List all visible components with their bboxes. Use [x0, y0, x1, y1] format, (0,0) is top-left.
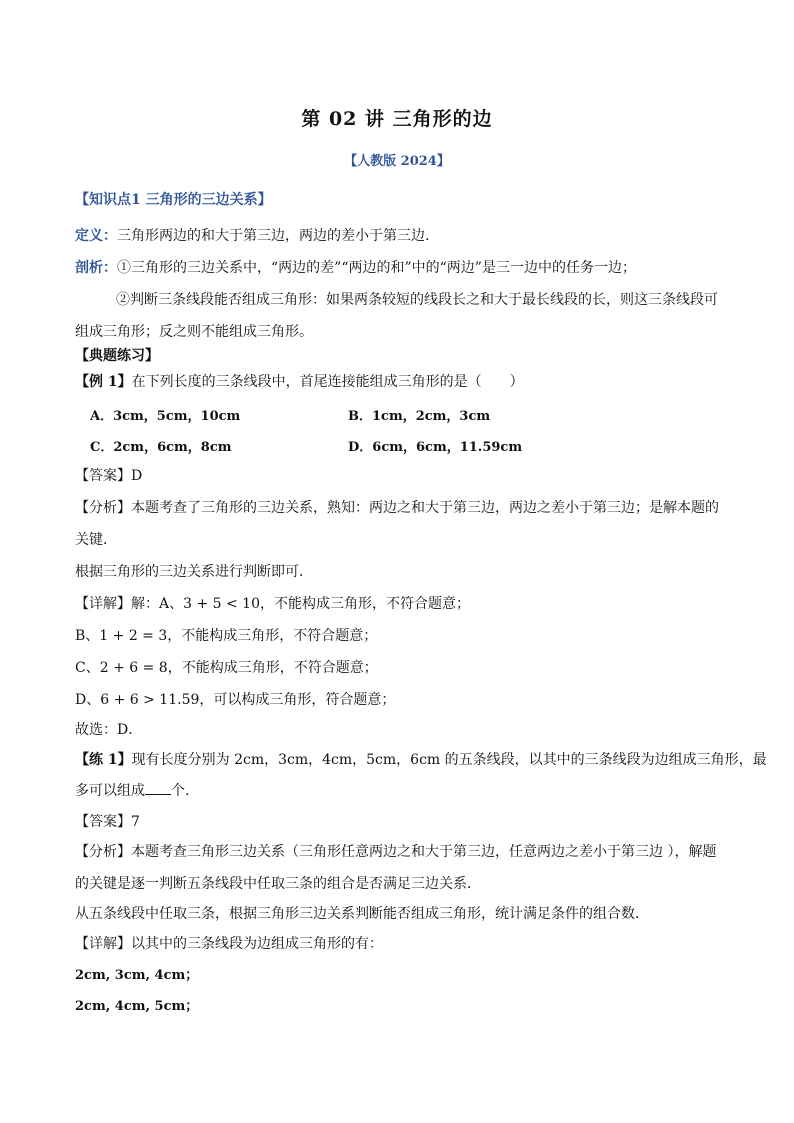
exercise1-answer: 【答案】7: [75, 814, 140, 830]
exercise1-label: 【练 1】: [75, 752, 132, 768]
example1-question-line: [75, 372, 524, 392]
exercise1-analysis-line-a: [75, 842, 716, 862]
analysis-text-1: ①三角形的三边关系中，“两边的差”“两边的和”中的“两边”是三一边中的任务一边；: [117, 260, 636, 276]
definition-text: 三角形两边的和大于第三边，两边的差小于第三边.: [117, 228, 430, 244]
exercise1-detail-label: 【详解】: [75, 936, 131, 952]
example1-detail-5: 故选：D．: [75, 722, 143, 738]
analysis-label: 剖析：: [75, 260, 117, 276]
example1-detail-3: C、2 + 6 = 8，不能构成三角形，不符合题意；: [75, 660, 378, 676]
analysis-line-1: [75, 258, 636, 278]
exercise1-detail-line-intro: [75, 934, 383, 954]
example1-detail-2: B、1 + 2 = 3，不能构成三角形，不符合题意；: [75, 628, 378, 644]
exercise1-analysis-c: 从五条线段中任取三条，根据三角形三边关系判断能否组成三角形，统计满足条件的组合数．: [75, 906, 649, 922]
example1-analysis-b: 关键．: [75, 532, 117, 548]
knowledge-heading: 【知识点1 三角形的三边关系】: [75, 192, 272, 208]
exercise1-question-b2: 个．: [171, 783, 199, 799]
exercise1-question-b1: 多可以组成: [75, 783, 145, 799]
example1-analysis-label: 【分析】: [75, 500, 131, 516]
exercise1-detail-intro: 以其中的三条线段为边组成三角形的有：: [131, 936, 383, 952]
example1-label: 【例 1】: [75, 374, 132, 390]
example1-analysis-a: 本题考查了三角形的三边关系，熟知：两边之和大于第三边，两边之差小于第三边；是解本题的: [131, 500, 719, 516]
exercise1-analysis-label: 【分析】: [75, 844, 131, 860]
exercise1-question-line-a: [75, 750, 767, 770]
option-a: A．3cm，5cm，10cm: [90, 409, 241, 424]
example1-question-end: ）: [509, 374, 524, 390]
page-title: 第 02 讲 三角形的边: [301, 108, 493, 130]
example1-answer: 【答案】D: [75, 468, 143, 484]
option-c: C．2cm，6cm，8cm: [90, 440, 232, 455]
option-b: B．1cm，2cm，3cm: [348, 409, 491, 424]
example1-question: 在下列长度的三条线段中，首尾连接能组成三角形的是（: [131, 374, 482, 390]
practice-heading: 【典题练习】: [75, 348, 159, 364]
exercise1-analysis-a: 本题考查三角形三边关系（三角形任意两边之和大于第三边，任意两边之差小于第三边 ），解题: [131, 844, 717, 860]
example1-detail-label: 【详解】: [75, 596, 131, 612]
exercise1-detail-2: 2cm, 4cm, 5cm；: [75, 999, 199, 1014]
exercise1-analysis-b: 的关键是逐一判断五条线段中任取三条的组合是否满足三边关系．: [75, 876, 481, 892]
exercise1-detail-1: 2cm, 3cm, 4cm；: [75, 968, 199, 983]
exercise1-question-a: 现有长度分别为 2cm，3cm，4cm，5cm，6cm 的五条线段，以其中的三条线段为边组成三角形，最: [131, 752, 767, 768]
example1-analysis-c: 根据三角形的三边关系进行判断即可．: [75, 564, 313, 580]
edition-subtitle: 【人教版 2024】: [344, 154, 450, 169]
option-d: D．6cm，6cm，11.59cm: [348, 440, 523, 455]
example1-detail-line-1: [75, 594, 470, 614]
analysis-text-2b: 组成三角形；反之则不能组成三角形。: [75, 324, 313, 340]
definition-line: [75, 226, 429, 246]
example1-detail-1: 解：A、3 + 5 < 10，不能构成三角形，不符合题意；: [131, 596, 470, 612]
analysis-text-2a: ②判断三条线段能否组成三角形：如果两条较短的线段长之和大于最长线段的长，则这三条线段可: [116, 292, 718, 308]
answer-blank: [145, 780, 171, 795]
definition-label: 定义：: [75, 228, 117, 244]
example1-detail-4: D、6 + 6 > 11.59，可以构成三角形，符合题意；: [75, 692, 396, 708]
example1-analysis-line-a: [75, 498, 719, 518]
exercise1-question-line-b: [75, 780, 199, 801]
